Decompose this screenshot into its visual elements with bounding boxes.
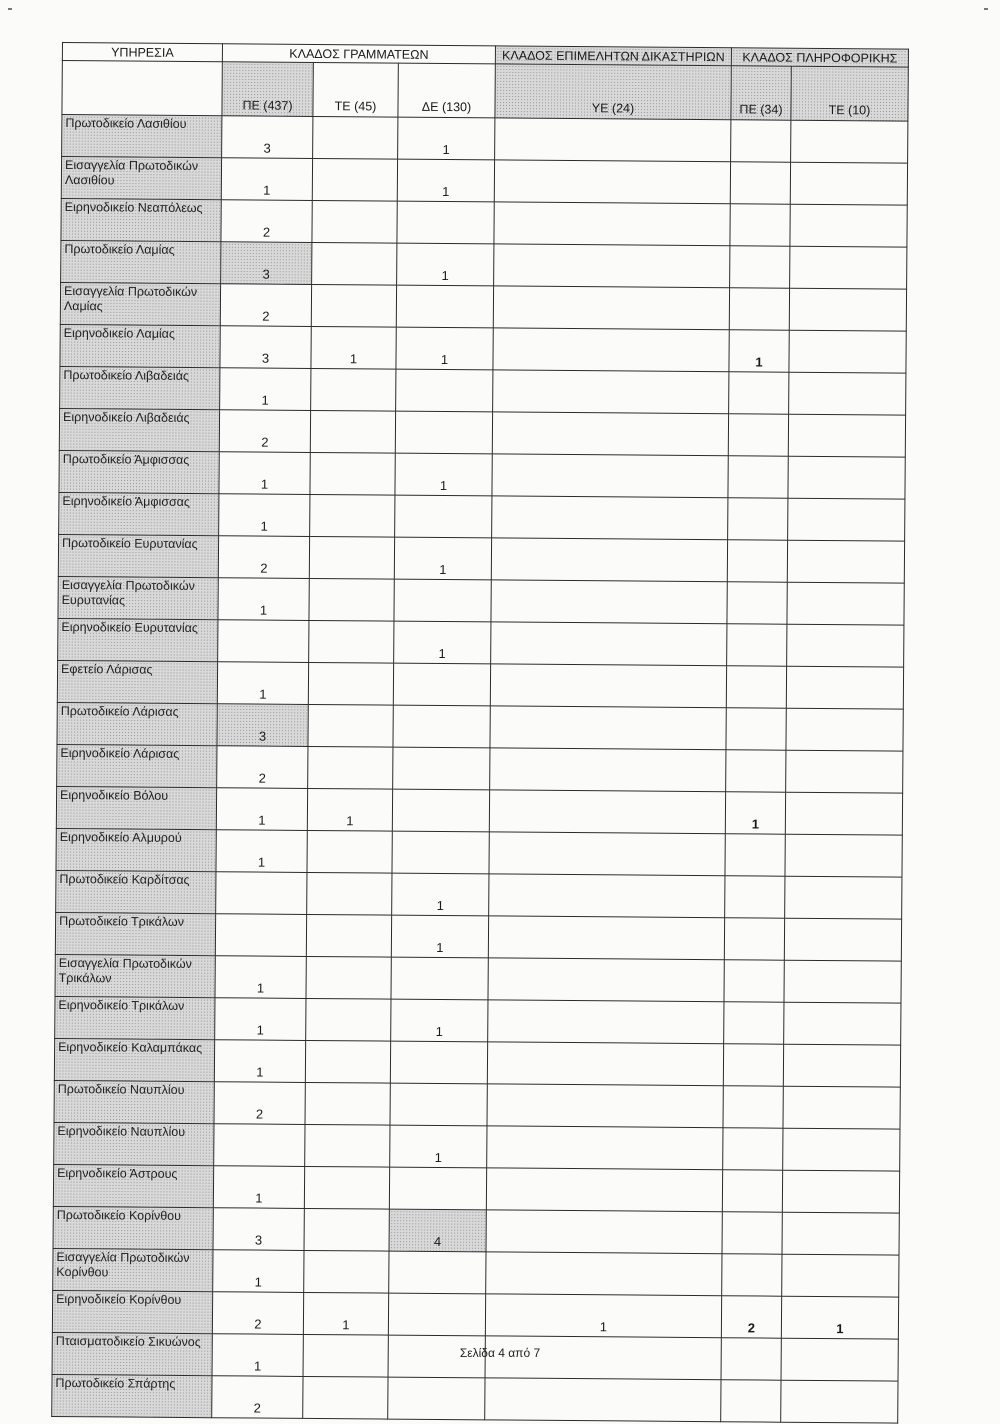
value-cell: [494, 202, 730, 246]
value-cell: [786, 708, 903, 751]
service-name-cell: Εισαγγελία Πρωτοδικών Ευρυτανίας: [58, 576, 218, 619]
table-row: [61, 240, 907, 289]
value-cell: [786, 666, 903, 709]
value-cell: [788, 456, 905, 499]
value-cell: [312, 200, 397, 243]
table-row: [52, 1290, 898, 1339]
value-cell: 1: [390, 1125, 487, 1168]
value-cell: [490, 748, 726, 792]
service-name-cell: Εισαγγελία Πρωτοδικών Κορίνθου: [53, 1248, 213, 1291]
table-row: [52, 1374, 898, 1423]
value-cell: [785, 834, 902, 877]
table-row: [58, 576, 904, 625]
value-cell: [312, 242, 397, 285]
scan-speck: [984, 8, 988, 10]
value-cell: [305, 1124, 390, 1167]
col-header-te-secretaries: ΤΕ (45): [313, 62, 398, 117]
value-cell: [728, 414, 788, 456]
value-cell: [389, 1167, 486, 1210]
table-row: [55, 912, 901, 961]
service-header: ΥΠΗΡΕΣΙΑ: [62, 43, 222, 62]
value-cell: 1: [781, 1296, 898, 1339]
value-cell: 1: [307, 788, 392, 831]
value-cell: [216, 872, 307, 915]
value-cell: [726, 666, 786, 708]
table-row: [59, 492, 905, 541]
service-name-cell: Ειρηνοδικείο Άστρους: [53, 1164, 213, 1207]
value-cell: 3: [213, 1208, 304, 1251]
value-cell: [397, 201, 494, 244]
service-name-cell: Πρωτοδικείο Τρικάλων: [55, 912, 215, 955]
value-cell: [730, 246, 790, 288]
table-row: [60, 324, 906, 373]
table-row: [62, 115, 908, 164]
value-cell: [790, 246, 907, 289]
value-cell: 1: [485, 1294, 721, 1338]
value-cell: [722, 1254, 782, 1296]
value-cell: 1: [214, 1040, 305, 1083]
service-name-cell: Πταισματοδικείο Σικυώνος: [52, 1332, 212, 1375]
value-cell: [784, 918, 901, 961]
value-cell: [725, 834, 785, 876]
value-cell: [306, 914, 391, 957]
value-cell: 1: [216, 830, 307, 873]
value-cell: [309, 578, 394, 621]
table-row: [59, 408, 905, 457]
table-row: [59, 450, 905, 499]
value-cell: [308, 746, 393, 789]
vacancy-table: [51, 42, 909, 1424]
value-cell: [729, 288, 789, 330]
value-cell: [785, 792, 902, 835]
table-row: [58, 618, 904, 667]
service-name-cell: Ειρηνοδικείο Άμφισσας: [59, 492, 219, 535]
service-name-cell: Ειρηνοδικείο Λιβαδειάς: [59, 408, 219, 451]
value-cell: [396, 285, 493, 328]
value-cell: 2: [218, 536, 309, 579]
value-cell: [781, 1380, 898, 1423]
value-cell: [784, 1002, 901, 1045]
value-cell: 2: [217, 746, 308, 789]
value-cell: [394, 579, 491, 622]
value-cell: 1: [311, 326, 396, 369]
value-cell: [391, 957, 488, 1000]
value-cell: [303, 1376, 388, 1419]
value-cell: [486, 1168, 722, 1212]
value-cell: [310, 410, 395, 453]
value-cell: 3: [222, 116, 313, 159]
service-name-cell: Εισαγγελία Πρωτοδικών Λαμίας: [60, 282, 220, 325]
value-cell: 1: [221, 158, 312, 201]
value-cell: [313, 116, 398, 159]
value-cell: [494, 244, 730, 288]
service-name-cell: Ειρηνοδικείο Λαμίας: [60, 324, 220, 367]
value-cell: 1: [725, 792, 785, 834]
value-cell: [782, 1254, 899, 1297]
value-cell: [218, 620, 309, 663]
value-cell: [491, 580, 727, 624]
col-header-pe-secretaries: ΠΕ (437): [222, 62, 313, 117]
value-cell: [488, 1000, 724, 1044]
service-name-cell: Ειρηνοδικείο Τρικάλων: [55, 996, 215, 1039]
service-name-cell: Πρωτοδικείο Λαμίας: [61, 240, 221, 283]
value-cell: [308, 704, 393, 747]
table-row: [57, 744, 903, 793]
table-row: [58, 534, 904, 583]
value-cell: 1: [397, 159, 494, 202]
value-cell: [791, 120, 908, 163]
service-name-cell: Πρωτοδικείο Λασιθίου: [62, 115, 222, 158]
value-cell: [388, 1293, 485, 1336]
value-cell: [488, 958, 724, 1002]
value-cell: [788, 414, 905, 457]
value-cell: [731, 120, 791, 162]
scan-speck: [8, 8, 12, 10]
service-name-cell: Ειρηνοδικείο Βόλου: [56, 786, 216, 829]
value-cell: [486, 1252, 722, 1296]
value-cell: [307, 872, 392, 915]
table-row: [60, 366, 906, 415]
value-cell: 1: [213, 1166, 304, 1209]
value-cell: 1: [219, 494, 310, 537]
table-row: [53, 1248, 899, 1297]
value-cell: [486, 1210, 722, 1254]
value-cell: 2: [220, 284, 311, 327]
value-cell: [787, 624, 904, 667]
value-cell: [730, 204, 790, 246]
value-cell: [312, 158, 397, 201]
value-cell: 1: [397, 243, 494, 286]
value-cell: [215, 914, 306, 957]
value-cell: 2: [221, 200, 312, 243]
value-cell: [395, 495, 492, 538]
value-cell: 1: [394, 537, 491, 580]
header-blank: [62, 61, 222, 116]
value-cell: [393, 705, 490, 748]
service-name-cell: Εισαγγελία Πρωτοδικών Τρικάλων: [55, 954, 215, 997]
value-cell: [485, 1378, 721, 1422]
value-cell: [310, 494, 395, 537]
service-name-cell: Ειρηνοδικείο Κορίνθου: [52, 1290, 212, 1333]
service-name-cell: Πρωτοδικείο Άμφισσας: [59, 450, 219, 493]
service-name-cell: Πρωτοδικείο Λιβαδειάς: [60, 366, 220, 409]
value-cell: [309, 536, 394, 579]
value-cell: [724, 1002, 784, 1044]
value-cell: [214, 1124, 305, 1167]
value-cell: [304, 1250, 389, 1293]
value-cell: [727, 582, 787, 624]
value-cell: [305, 1040, 390, 1083]
value-cell: [726, 750, 786, 792]
value-cell: [725, 876, 785, 918]
value-cell: [311, 284, 396, 327]
value-cell: 2: [721, 1296, 781, 1338]
value-cell: [305, 1082, 390, 1125]
value-cell: [309, 620, 394, 663]
service-name-cell: Πρωτοδικείο Λάρισας: [57, 702, 217, 745]
service-name-cell: Εφετείο Λάρισας: [57, 660, 217, 703]
value-cell: [308, 662, 393, 705]
group-header-bailiffs: ΚΛΑΔΟΣ ΕΠΙΜΕΛΗΤΩΝ ΔΙΚΑΣΤΗΡΙΩΝ: [495, 46, 731, 66]
value-cell: 4: [389, 1209, 486, 1252]
value-cell: [722, 1170, 782, 1212]
value-cell: [487, 1084, 723, 1128]
service-name-cell: Πρωτοδικείο Ευρυτανίας: [58, 534, 218, 577]
value-cell: [492, 454, 728, 498]
value-cell: [311, 368, 396, 411]
value-cell: [489, 790, 725, 834]
value-cell: [310, 452, 395, 495]
value-cell: 2: [212, 1292, 303, 1335]
value-cell: [787, 582, 904, 625]
value-cell: 1: [212, 1334, 303, 1377]
value-cell: [493, 370, 729, 414]
value-cell: [396, 369, 493, 412]
table-row: [60, 282, 906, 331]
value-cell: [790, 162, 907, 205]
value-cell: [304, 1166, 389, 1209]
table-row: [56, 828, 902, 877]
value-cell: [490, 706, 726, 750]
value-cell: [493, 286, 729, 330]
table-row: [61, 198, 907, 247]
value-cell: [489, 832, 725, 876]
value-cell: [490, 664, 726, 708]
service-name-cell: Ειρηνοδικείο Ευρυτανίας: [58, 618, 218, 661]
value-cell: [495, 118, 731, 162]
value-cell: 2: [219, 410, 310, 453]
col-header-ye-bailiffs: ΥΕ (24): [495, 64, 731, 120]
value-cell: [783, 1086, 900, 1129]
table-row: [53, 1206, 899, 1255]
value-cell: 2: [214, 1082, 305, 1125]
value-cell: [392, 789, 489, 832]
value-cell: 1: [219, 452, 310, 495]
value-cell: [307, 830, 392, 873]
value-cell: [727, 540, 787, 582]
table-row: [56, 870, 902, 919]
value-cell: [304, 1208, 389, 1251]
value-cell: [493, 328, 729, 372]
value-cell: [306, 998, 391, 1041]
value-cell: [789, 330, 906, 373]
value-cell: [782, 1212, 899, 1255]
value-cell: [491, 622, 727, 666]
value-cell: [393, 663, 490, 706]
value-cell: [487, 1042, 723, 1086]
value-cell: [788, 498, 905, 541]
value-cell: [395, 411, 492, 454]
service-name-cell: Ειρηνοδικείο Αλμυρού: [56, 828, 216, 871]
service-name-cell: Πρωτοδικείο Ναυπλίου: [54, 1080, 214, 1123]
table-row: [53, 1164, 899, 1213]
table-body: [52, 115, 908, 1424]
value-cell: [726, 708, 786, 750]
value-cell: 1: [215, 956, 306, 999]
value-cell: [723, 1128, 783, 1170]
value-cell: [728, 498, 788, 540]
value-cell: [489, 874, 725, 918]
value-cell: [723, 1086, 783, 1128]
value-cell: 1: [396, 327, 493, 370]
value-cell: 3: [220, 326, 311, 369]
value-cell: [390, 1083, 487, 1126]
group-header-informatics: ΚΛΑΔΟΣ ΠΛΗΡΟΦΟΡΙΚΗΣ: [731, 48, 908, 67]
value-cell: [390, 1041, 487, 1084]
value-cell: 1: [220, 368, 311, 411]
value-cell: [729, 372, 789, 414]
service-name-cell: Πρωτοδικείο Σπάρτης: [52, 1374, 212, 1417]
table-row: [54, 1122, 900, 1171]
value-cell: 1: [394, 621, 491, 664]
service-name-cell: Ειρηνοδικείο Λάρισας: [57, 744, 217, 787]
value-cell: 1: [213, 1250, 304, 1293]
page-number: Σελίδα 4 από 7: [459, 1346, 541, 1360]
value-cell: [492, 496, 728, 540]
service-name-cell: Πρωτοδικείο Καρδίτσας: [56, 870, 216, 913]
table-row: [57, 702, 903, 751]
value-cell: [722, 1212, 782, 1254]
value-cell: [723, 1044, 783, 1086]
value-cell: [721, 1380, 781, 1422]
value-cell: [783, 1044, 900, 1087]
value-cell: [790, 204, 907, 247]
value-cell: [724, 960, 784, 1002]
value-cell: [730, 162, 790, 204]
value-cell: 1: [391, 915, 488, 958]
table-row: [54, 1080, 900, 1129]
value-cell: 1: [303, 1292, 388, 1335]
value-cell: [487, 1126, 723, 1170]
value-cell: 1: [395, 453, 492, 496]
value-cell: [787, 540, 904, 583]
value-cell: [789, 288, 906, 331]
service-name-cell: Εισαγγελία Πρωτοδικών Λασιθίου: [61, 157, 221, 200]
value-cell: 2: [212, 1376, 303, 1419]
service-name-cell: Πρωτοδικείο Κορίνθου: [53, 1206, 213, 1249]
value-cell: 3: [217, 704, 308, 747]
value-cell: 3: [221, 242, 312, 285]
value-cell: [728, 456, 788, 498]
col-header-te-informatics: ΤΕ (10): [791, 66, 908, 121]
table-row: [57, 660, 903, 709]
table-row: [54, 1038, 900, 1087]
value-cell: [782, 1170, 899, 1213]
table-row: [55, 954, 901, 1003]
value-cell: [727, 624, 787, 666]
value-cell: [488, 916, 724, 960]
value-cell: [393, 747, 490, 790]
value-cell: [306, 956, 391, 999]
value-cell: [783, 1128, 900, 1171]
col-header-pe-informatics: ΠΕ (34): [731, 66, 791, 120]
value-cell: [491, 538, 727, 582]
value-cell: 1: [729, 330, 789, 372]
service-name-cell: Ειρηνοδικείο Νεαπόλεως: [61, 198, 221, 241]
value-cell: [724, 918, 784, 960]
value-cell: 1: [392, 873, 489, 916]
table-row: [55, 996, 901, 1045]
table-row: [56, 786, 902, 835]
value-cell: 1: [391, 999, 488, 1042]
value-cell: 1: [218, 578, 309, 621]
value-cell: [786, 750, 903, 793]
value-cell: [392, 831, 489, 874]
value-cell: [785, 876, 902, 919]
value-cell: 1: [216, 788, 307, 831]
value-cell: [494, 160, 730, 204]
service-name-cell: Ειρηνοδικείο Καλαμπάκας: [54, 1038, 214, 1081]
service-name-cell: Ειρηνοδικείο Ναυπλίου: [54, 1122, 214, 1165]
value-cell: [784, 960, 901, 1003]
col-header-de-secretaries: ΔΕ (130): [398, 63, 495, 118]
value-cell: 1: [398, 117, 495, 160]
value-cell: 1: [215, 998, 306, 1041]
header-row-categories: [62, 61, 908, 122]
value-cell: [789, 372, 906, 415]
group-header-secretaries: ΚΛΑΔΟΣ ΓΡΑΜΜΑΤΕΩΝ: [222, 44, 495, 64]
value-cell: [492, 412, 728, 456]
value-cell: 1: [217, 662, 308, 705]
value-cell: [388, 1377, 485, 1420]
value-cell: [389, 1251, 486, 1294]
table-row: [61, 157, 907, 206]
